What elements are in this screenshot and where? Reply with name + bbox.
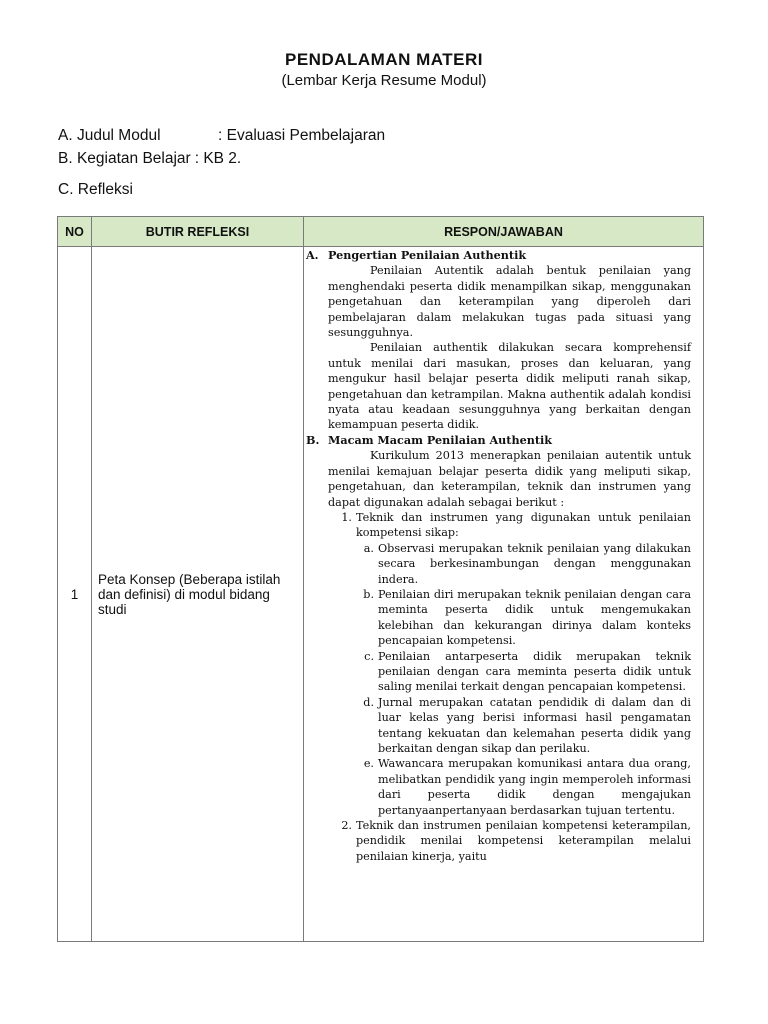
list-item-text: Teknik dan instrumen penilaian kompetensi keterampilan, pendidik menilai kompetensi keterampilan melalui penilaian kinerja, yaitu bbox=[356, 819, 691, 863]
section-heading-text: Macam Macam Penilaian Authentik bbox=[328, 432, 553, 447]
sub-list-item-text: Wawancara merupakan komunikasi antara dua orang, melibatkan pendidik yang ingin memperoleh informasi dari peserta didik dengan mengajukan pertanyaanpertanyaan berdasarkan tujuan tertentu. bbox=[378, 757, 691, 817]
sub-list-item bbox=[356, 756, 691, 818]
learning-activity-value: : KB 2. bbox=[194, 150, 242, 167]
sub-list-item-marker: e. bbox=[363, 757, 374, 771]
reflection-row bbox=[58, 181, 133, 199]
list-item-body bbox=[356, 510, 691, 818]
technique-list bbox=[328, 510, 691, 864]
section-marker: A. bbox=[306, 248, 319, 262]
reflection-label: C. Refleksi bbox=[58, 181, 133, 198]
sub-list-item bbox=[356, 587, 691, 649]
sub-list-item-marker: b. bbox=[363, 587, 374, 601]
learning-activity-label: B. Kegiatan Belajar bbox=[58, 150, 191, 167]
row-butir: Peta Konsep (Beberapa istilah dan definisi) di modul bidang studi bbox=[92, 247, 304, 942]
sub-list-item-marker: d. bbox=[363, 695, 374, 709]
page-title: PENDALAMAN MATERI bbox=[284, 50, 483, 69]
table-header-row bbox=[58, 217, 704, 247]
list-item-marker: 1. bbox=[341, 510, 352, 524]
sub-list-item-text: Observasi merupakan teknik penilaian yang dilakukan secara berkesinambungan dengan menggunakan indera. bbox=[378, 541, 691, 586]
module-title-label: A. Judul Modul bbox=[58, 127, 161, 144]
list-item bbox=[328, 510, 691, 818]
sub-list-item bbox=[356, 695, 691, 757]
row-number: 1 bbox=[58, 247, 92, 942]
sub-list-item-marker: a. bbox=[363, 541, 374, 555]
sub-list-item-text: Penilaian antarpeserta didik merupakan teknik penilaian dengan cara meminta peserta didik untuk saling menilai terkait dengan pencapaian kompetensi. bbox=[378, 649, 691, 694]
list-item-body bbox=[356, 818, 691, 864]
response-content bbox=[304, 247, 703, 941]
reflection-table bbox=[57, 216, 704, 942]
sub-list-item-marker: c. bbox=[364, 649, 374, 663]
section-heading bbox=[306, 433, 691, 448]
list-item-text: Teknik dan instrumen yang digunakan untuk penilaian kompetensi sikap: bbox=[356, 510, 691, 540]
section-paragraph: Penilaian authentik dilakukan secara komprehensif untuk menilai dari masukan, proses dan keluaran, yang mengukur hasil belajar peserta didik meliputi ranah sikap, pengetahuan dan ketrampilan. Makna authentik adalah kondisi nyata atau keadaan sesungguhnya yang berkaitan dengan kemampuan peserta didik. bbox=[328, 341, 691, 432]
list-item-marker: 2. bbox=[341, 819, 352, 833]
sub-list-item-text: Jurnal merupakan catatan pendidik di dalam dan di luar kelas yang berisi informasi hasil pengamatan tentang kekuatan dan kelemahan peserta didik yang berkaitan dengan sikap dan perilaku. bbox=[378, 695, 691, 755]
section-paragraph: Penilaian Autentik adalah bentuk penilaian yang menghendaki peserta didik menampilkan sikap, menggunakan pengetahuan dan keterampilan yang diperoleh dari pembelajaran dalam melakukan tugas pada situasi yang sesungguhnya. bbox=[328, 264, 691, 340]
list-item bbox=[328, 818, 691, 864]
module-title-value: : Evaluasi Pembelajaran bbox=[218, 127, 386, 144]
header-no: NO bbox=[58, 217, 92, 247]
section-marker: B. bbox=[306, 432, 320, 447]
sub-list-item bbox=[356, 649, 691, 695]
header-butir: BUTIR REFLEKSI bbox=[92, 217, 304, 247]
row-response bbox=[304, 247, 704, 942]
learning-activity-row bbox=[58, 150, 241, 168]
sub-list-item-text: Penilaian diri merupakan teknik penilaian dengan cara meminta peserta didik untuk mengemukakan kelebihan dan kekurangan dirinya dalam konteks pencapaian kompetensi. bbox=[378, 587, 691, 648]
page-subtitle: (Lembar Kerja Resume Modul) bbox=[281, 72, 487, 89]
module-title-row bbox=[58, 127, 385, 145]
section-heading-text: Pengertian Penilaian Authentik bbox=[328, 248, 527, 262]
sub-list-item bbox=[356, 541, 691, 587]
section-heading bbox=[306, 248, 691, 263]
table-row bbox=[58, 247, 704, 942]
header-respon: RESPON/JAWABAN bbox=[304, 217, 704, 247]
section-paragraph: Kurikulum 2013 menerapkan penilaian autentik untuk menilai kemajuan belajar peserta didik yang meliputi sikap, pengetahuan, dan keterampilan, teknik dan instrumen yang dapat digunakan adalah sebagai berikut : bbox=[328, 449, 691, 509]
